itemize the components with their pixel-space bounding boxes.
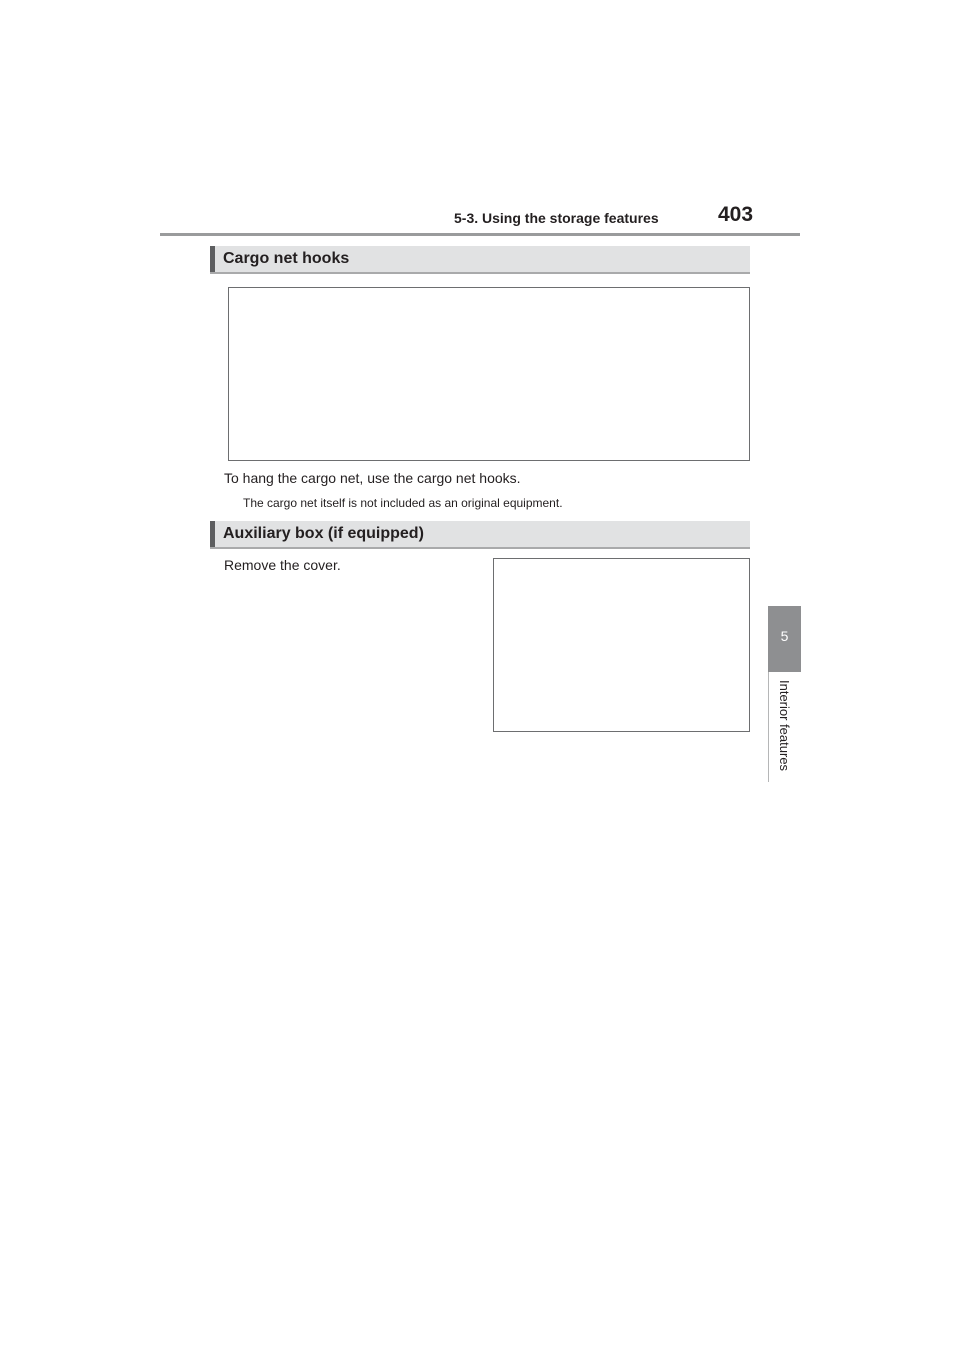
heading-accent-bar — [210, 246, 215, 272]
chapter-title: Interior features — [777, 680, 792, 772]
heading-accent-bar — [210, 521, 215, 547]
header-divider — [160, 233, 800, 236]
chapter-tab — [768, 606, 801, 672]
heading-text: Cargo net hooks — [223, 250, 350, 267]
section-title: 5-3. Using the storage features — [454, 210, 659, 226]
cargo-net-hooks-heading — [210, 246, 750, 274]
auxiliary-box-heading — [210, 521, 750, 549]
heading-text: Auxiliary box (if equipped) — [223, 525, 424, 542]
chapter-number: 5 — [780, 628, 789, 644]
cargo-net-hooks-note: The cargo net itself is not included as an original equipment. — [243, 496, 563, 510]
page-number: 403 — [718, 203, 754, 226]
chapter-tab-rule — [768, 672, 769, 782]
cargo-net-hooks-illustration — [228, 287, 750, 461]
auxiliary-box-illustration — [493, 558, 750, 732]
cargo-net-hooks-instruction: To hang the cargo net, use the cargo net hooks. — [224, 470, 521, 486]
auxiliary-box-instruction: Remove the cover. — [224, 557, 341, 573]
